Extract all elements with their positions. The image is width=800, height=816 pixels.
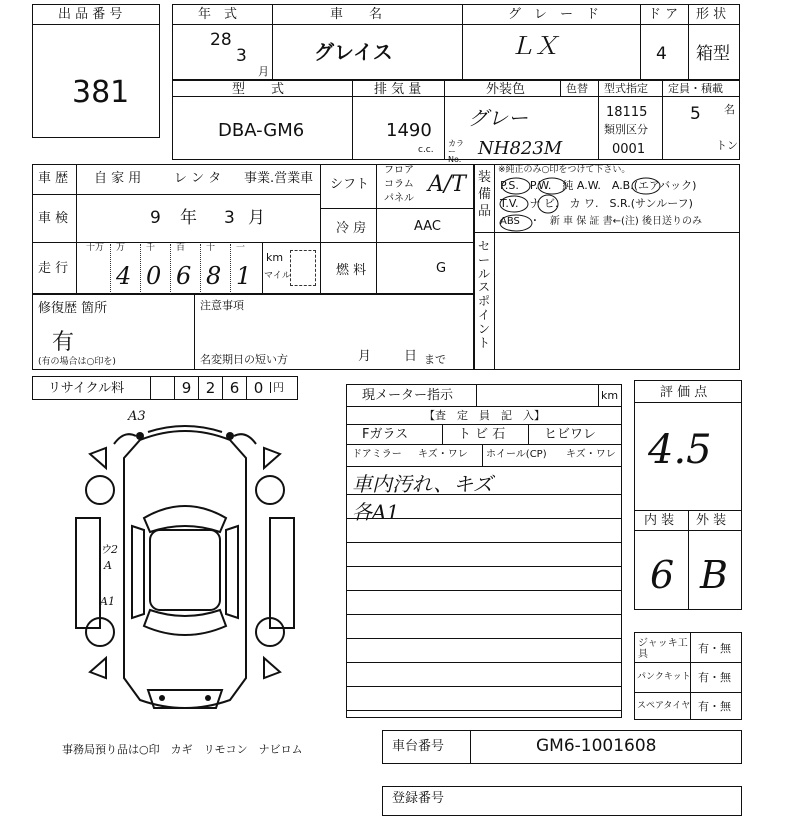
- registration-label: 登録番号: [392, 791, 445, 806]
- shape-value: 箱型: [696, 44, 730, 64]
- capacity-label: 定員・積載: [668, 82, 723, 95]
- recycle-digit: 9: [174, 376, 198, 400]
- history-option-business[interactable]: 事業.営業車: [244, 171, 314, 186]
- capacity-unit: 名: [724, 103, 735, 116]
- mileage-label: 走 行: [38, 261, 69, 276]
- repair-note: (有の場合は○印を): [38, 357, 116, 367]
- notes-expiry: 名変期日の短い方: [200, 353, 288, 366]
- history-option-private[interactable]: 自 家 用: [94, 171, 142, 186]
- recycle-digit: 6: [222, 376, 246, 400]
- capacity-persons: 5: [690, 104, 701, 124]
- mileage-digit: 1: [236, 262, 252, 290]
- exterior-grade-label: 外 装: [696, 513, 727, 528]
- year-month: 3: [236, 46, 247, 66]
- sales-point-label: セ ー ル ス ポ イ ン ト: [478, 239, 491, 350]
- lot-label: 出 品 番 号: [58, 7, 123, 22]
- class-value: 0001: [612, 142, 646, 157]
- tool-jack-label: ジャッキ工 具: [638, 638, 688, 660]
- model-value: DBA-GM6: [218, 120, 305, 141]
- chassis-value: GM6-1001608: [536, 736, 657, 756]
- mileage-unit-mile: マイル: [264, 271, 291, 281]
- recycle-digit: [150, 376, 174, 400]
- recycle-unit: 円: [270, 382, 284, 393]
- chassis-label: 車台番号: [392, 739, 445, 754]
- type-designation-value: 18115: [606, 105, 648, 120]
- car-name: グレイス: [314, 40, 393, 64]
- repair-label: 修復歴 箇所: [38, 301, 108, 316]
- tool-puncture-value[interactable]: 有・無: [698, 671, 731, 684]
- equipment-row-2: T.V. ナ ビ. カ ワ. S.R.(サンルーフ): [500, 197, 693, 210]
- tool-spare-label: スペアタイヤ: [637, 701, 691, 711]
- office-note: 事務局預り品は○印 カギ リモコン ナビロム: [62, 743, 303, 756]
- notes-label: 注意事項: [200, 299, 244, 312]
- crack-label: ヒビワレ: [544, 427, 597, 442]
- color-change-label: 色替: [566, 82, 588, 95]
- year-month-unit: 月: [258, 65, 269, 78]
- mileage-digit-header: 万: [116, 243, 126, 253]
- displacement-label: 排 気 量: [374, 82, 422, 97]
- mileage-digit: 8: [206, 262, 222, 290]
- year-header: 年 式: [198, 7, 238, 22]
- mileage-digit: 6: [176, 262, 192, 290]
- comment-line-1: 車内汚れ、キズ: [352, 472, 493, 496]
- inspection-month: 3: [224, 208, 235, 228]
- interior-label: 内 装: [644, 513, 675, 528]
- displacement-unit: c.c.: [418, 145, 434, 155]
- history-option-rental[interactable]: レ ン タ: [174, 171, 222, 186]
- lot-number: 381: [72, 75, 130, 110]
- inspection-month-unit: 月: [248, 208, 265, 228]
- color-no-label: カラー No.: [448, 139, 464, 164]
- notes-month: 月: [358, 349, 372, 364]
- interior-value: 6: [650, 553, 675, 597]
- inspector-title: 【査 定 員 記 入】: [424, 409, 545, 422]
- repair-value: 有: [52, 330, 75, 355]
- equipment-row-1: P.S. P.W. 純 A.W. A.B.(エアバック): [500, 179, 697, 192]
- equipment-label: 装 備 品: [478, 170, 492, 219]
- mirror-label: ドアミラー: [352, 449, 402, 460]
- mileage-digit: 4: [116, 262, 132, 290]
- meter-unit: km: [601, 389, 619, 402]
- score-label: 評 価 点: [660, 385, 708, 400]
- shift-value: A/T: [428, 172, 466, 197]
- door-value: 4: [656, 44, 667, 64]
- damage-mark-side-1: ウ2: [100, 543, 118, 556]
- aircon-label: 冷 房: [336, 221, 367, 236]
- notes-day: 日: [404, 349, 418, 364]
- mileage-digit-header: 十: [206, 243, 216, 253]
- grade-value: ＬＸ: [510, 32, 558, 60]
- tool-puncture-label: パンクキット: [637, 672, 691, 682]
- mileage-digit-header: 千: [146, 243, 156, 253]
- fuel-value: G: [436, 261, 447, 276]
- year-era: 28: [210, 30, 232, 50]
- door-header: ド ア: [648, 7, 679, 22]
- shift-option-column: コラム: [384, 179, 414, 190]
- type-designation-label: 型式指定: [604, 82, 648, 95]
- grade-header: グ レ ー ド: [508, 7, 600, 22]
- wheel-label: ホイール(CP): [486, 449, 547, 460]
- ton-unit: トン: [716, 139, 738, 152]
- notes-until: まで: [424, 353, 446, 366]
- name-header: 車 名: [330, 7, 383, 22]
- exterior-grade-value: B: [700, 553, 728, 597]
- glass-items: ト ビ 石: [458, 427, 506, 442]
- recycle-label: リサイクル料: [48, 381, 125, 396]
- class-label: 類別区分: [604, 123, 648, 136]
- shift-option-floor: フロア: [384, 165, 414, 176]
- history-label: 車 歴: [38, 171, 69, 186]
- mileage-digit: 0: [146, 262, 162, 290]
- equipment-row-3: ABS ・ 新 車 保 証 書←(注) 後日送りのみ: [500, 216, 702, 227]
- recycle-digit: 2: [198, 376, 222, 400]
- shape-header: 形 状: [696, 7, 727, 22]
- damage-mark-front: A3: [128, 409, 146, 424]
- damage-mark-side-3: A1: [100, 595, 115, 608]
- equipment-note: ※純正のみ○印をつけて下さい。: [498, 165, 631, 175]
- tool-jack-value[interactable]: 有・無: [698, 642, 731, 655]
- score-value: 4.5: [648, 427, 712, 473]
- mileage-digit-header: 百: [176, 243, 186, 253]
- mileage-unit-km: km: [266, 251, 284, 264]
- model-label: 型 式: [232, 82, 285, 97]
- mileage-digit-header: 十万: [86, 243, 105, 253]
- color-no-value: NH823M: [478, 138, 563, 159]
- shift-label: シフト: [330, 177, 370, 192]
- comment-line-2: 各A1: [352, 500, 400, 524]
- mirror-items: キズ・ワレ: [418, 449, 468, 460]
- wheel-items: キズ・ワレ: [566, 449, 616, 460]
- aircon-value: AAC: [414, 219, 441, 234]
- f-glass-label: Fガラス: [362, 427, 409, 442]
- recycle-digit: 0: [246, 376, 270, 400]
- inspection-label: 車 検: [38, 211, 69, 226]
- displacement-value: 1490: [386, 120, 432, 141]
- inspection-year: 9: [150, 208, 161, 228]
- damage-mark-side-2: A: [104, 559, 112, 572]
- exterior-value: グレー: [468, 106, 528, 130]
- tool-spare-value[interactable]: 有・無: [698, 700, 731, 713]
- meter-label: 現メーター指示: [362, 388, 454, 403]
- fuel-label: 燃 料: [336, 263, 367, 278]
- equipment-box: [474, 164, 740, 370]
- inspection-year-unit: 年: [180, 208, 197, 228]
- mileage-digit-header: 一: [236, 243, 246, 253]
- exterior-label: 外装色: [486, 82, 526, 97]
- shift-option-panel: パネル: [384, 193, 414, 204]
